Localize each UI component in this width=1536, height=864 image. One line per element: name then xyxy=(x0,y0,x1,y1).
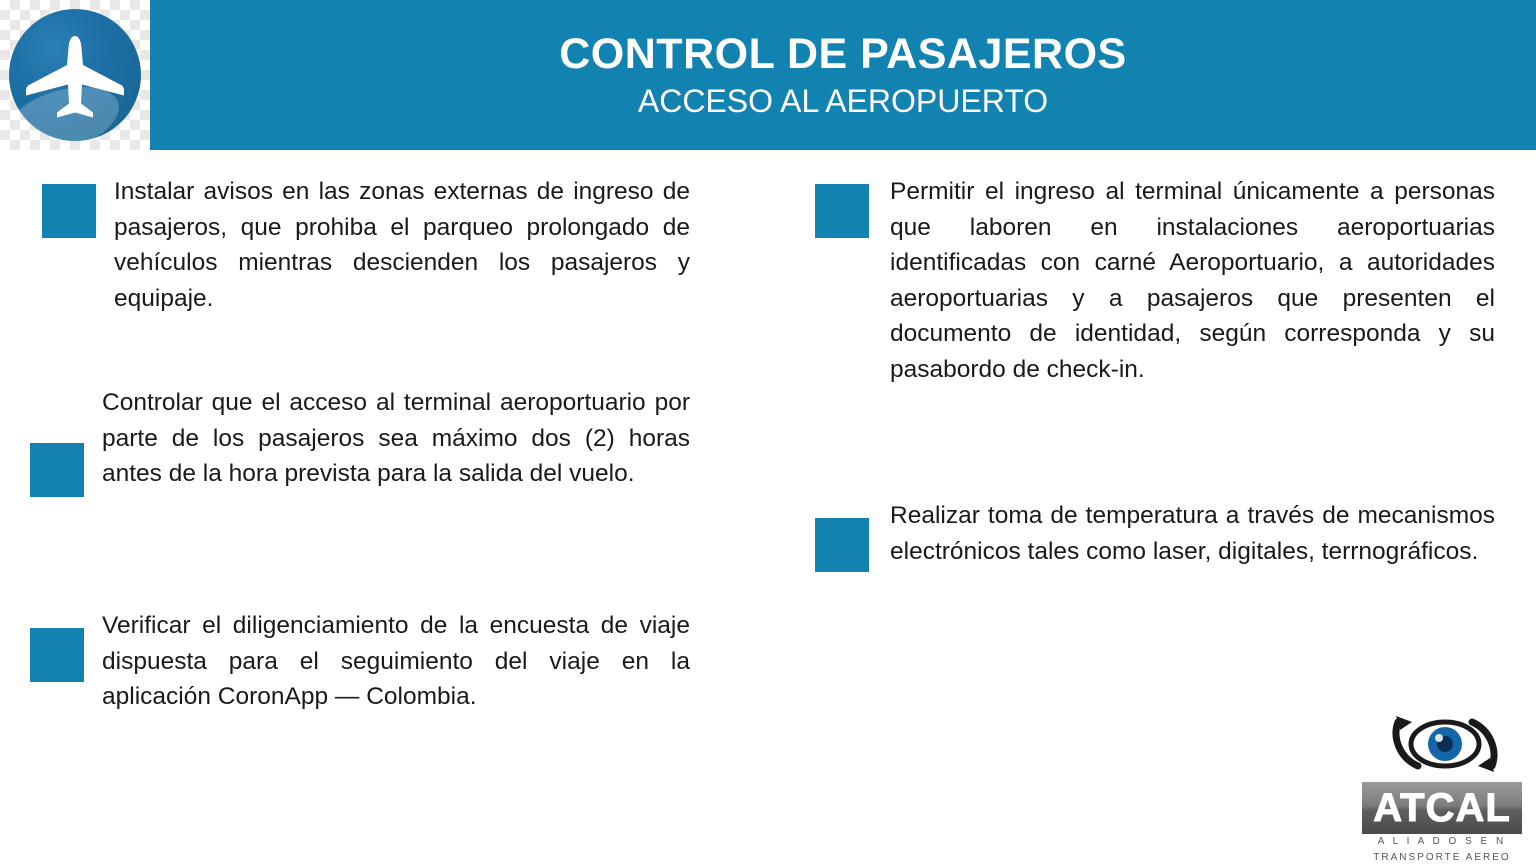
list-item-text: Realizar toma de temperatura a través de mecanismos electrónicos tales como laser, digitales, terrnográficos. xyxy=(890,502,1495,565)
square-bullet-icon xyxy=(30,628,84,682)
corporate-tagline-1: A L I A D O S E N xyxy=(1377,836,1507,847)
page-title: CONTROL DE PASAJEROS xyxy=(559,29,1127,78)
list-item xyxy=(30,385,690,492)
square-bullet-icon xyxy=(30,443,84,497)
list-item xyxy=(815,498,1495,569)
corporate-tagline-2: TRANSPORTE AEREO xyxy=(1373,852,1511,863)
header-title-block xyxy=(150,0,1536,150)
list-item-text: Verificar el diligenciamiento de la encuesta de viaje dispuesta para el seguimiento del viaje en la aplicación CoronApp — Colombia. xyxy=(102,612,690,711)
list-item-text: Controlar que el acceso al terminal aeroportuario por parte de los pasajeros sea máximo dos (2) horas antes de la hora prevista para la salida del vuelo. xyxy=(102,389,690,488)
content-area xyxy=(0,150,1536,864)
list-item xyxy=(815,174,1495,387)
list-item xyxy=(30,608,690,715)
airline-logo xyxy=(0,0,150,150)
list-item-text: Permitir el ingreso al terminal únicamente a personas que laboren en instalaciones aeroportuarias identificadas con carné Aeroportuario, a autoridades aeroportuarias y a pasajeros que presenten el documento de identidad, según corresponda y su pasabordo de check-in. xyxy=(890,178,1495,383)
corporate-wordmark xyxy=(1362,782,1522,834)
corporate-wordmark-text: ATCAL xyxy=(1373,785,1511,830)
page-subtitle: ACCESO AL AEROPUERTO xyxy=(637,82,1049,119)
square-bullet-icon xyxy=(815,184,869,238)
list-item xyxy=(42,174,690,316)
eye-swirl-icon xyxy=(1390,704,1500,784)
corporate-logo xyxy=(1362,704,1522,864)
square-bullet-icon xyxy=(815,518,869,572)
airplane-icon xyxy=(23,32,127,118)
square-bullet-icon xyxy=(42,184,96,238)
page-header xyxy=(0,0,1536,150)
list-item-text: Instalar avisos en las zonas externas de ingreso de pasajeros, que prohiba el parqueo prolongado de vehículos mientras descienden los pasajeros y equipaje. xyxy=(114,178,690,312)
logo-circle xyxy=(9,9,141,141)
